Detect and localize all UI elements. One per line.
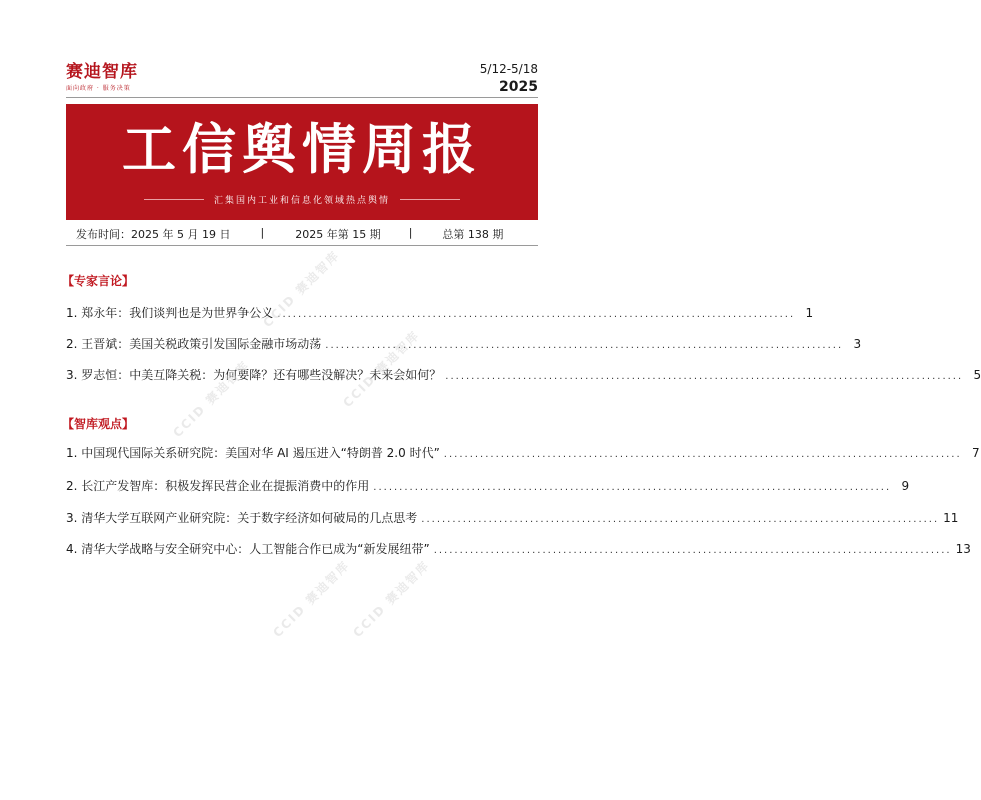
toc-item-title: 3. 清华大学互联网产业研究院：关于数字经济如何破局的几点思考 [66, 511, 418, 525]
logo-tagline: 面向政府 · 服务决策 [66, 85, 131, 92]
banner-subtitle-line-right [400, 199, 460, 200]
meta-divider [66, 245, 538, 246]
toc-item[interactable] [66, 477, 910, 494]
toc-leader-dots: .................................................................................................... [277, 309, 796, 320]
toc-leader-dots: .................................................................................................... [373, 482, 892, 493]
banner-title: 工信舆情周报 [122, 117, 482, 181]
publish-date: 发布时间：2025 年 5 月 19 日 [76, 228, 231, 241]
header-divider [66, 97, 538, 98]
toc-item-page: 7 [972, 446, 980, 460]
banner-subtitle-row [66, 192, 538, 206]
banner-subtitle: 汇集国内工业和信息化领域热点舆情 [213, 195, 390, 206]
meta-separator: | [408, 226, 413, 239]
toc-leader-dots: .................................................................................................... [445, 371, 964, 382]
title-banner [66, 104, 538, 220]
toc-item-title: 1. 中国现代国际关系研究院：美国对华 AI 遏压进入“特朗普 2.0 时代” [66, 446, 440, 460]
toc-item-title: 2. 长江产发智库：积极发挥民营企业在提振消费中的作用 [66, 479, 370, 493]
issue-number: 2025 年第 15 期 [295, 228, 381, 241]
toc-item-title: 1. 郑永年：我们谈判也是为世界争公义 [66, 306, 274, 320]
watermark: CCID 赛迪智库 [270, 557, 353, 640]
toc-leader-dots: .................................................................................................... [443, 449, 962, 460]
meta-separator: | [260, 226, 265, 239]
watermark: CCID 赛迪智库 [350, 557, 433, 640]
toc-item[interactable] [66, 444, 980, 461]
toc-item-page: 11 [943, 511, 959, 525]
toc-item-title: 3. 罗志恒：中美互降关税：为何要降？还有哪些没解决？未来会如何？ [66, 368, 442, 382]
logo [66, 62, 138, 92]
toc-item-page: 1 [805, 306, 814, 320]
watermark: CCID 赛迪智库 [260, 247, 343, 330]
toc-item-page: 3 [853, 337, 862, 351]
toc-item-page: 9 [901, 479, 910, 493]
issue-meta-row [66, 226, 538, 242]
date-range: 5/12-5/18 [479, 62, 538, 76]
toc-item-page: 13 [955, 542, 971, 556]
logo-main-text: 赛迪智库 [66, 62, 138, 82]
toc-item-title: 2. 王晋斌：美国关税政策引发国际金融市场动荡 [66, 337, 322, 351]
banner-subtitle-line-left [144, 199, 204, 200]
watermark: CCID 赛迪智库 [340, 327, 423, 410]
toc-item-page: 5 [973, 368, 981, 382]
year: 2025 [499, 79, 538, 95]
toc-item[interactable] [66, 335, 862, 352]
toc-item-title: 4. 清华大学战略与安全研究中心：人工智能合作已成为“新发展纽带” [66, 542, 430, 556]
toc-leader-dots: .................................................................................................... [433, 545, 952, 556]
toc-item[interactable] [66, 540, 971, 557]
toc-item[interactable] [66, 509, 959, 526]
toc-leader-dots: .................................................................................................... [421, 514, 940, 525]
watermark: CCID 赛迪智库 [170, 357, 253, 440]
toc-item[interactable] [66, 366, 981, 383]
toc-item[interactable] [66, 304, 814, 321]
section-title-expert: 【专家言论】 [62, 274, 135, 288]
total-issue-number: 总第 138 期 [442, 228, 504, 241]
toc-leader-dots: .................................................................................................... [325, 340, 844, 351]
section-title-thinktank: 【智库观点】 [62, 417, 135, 431]
